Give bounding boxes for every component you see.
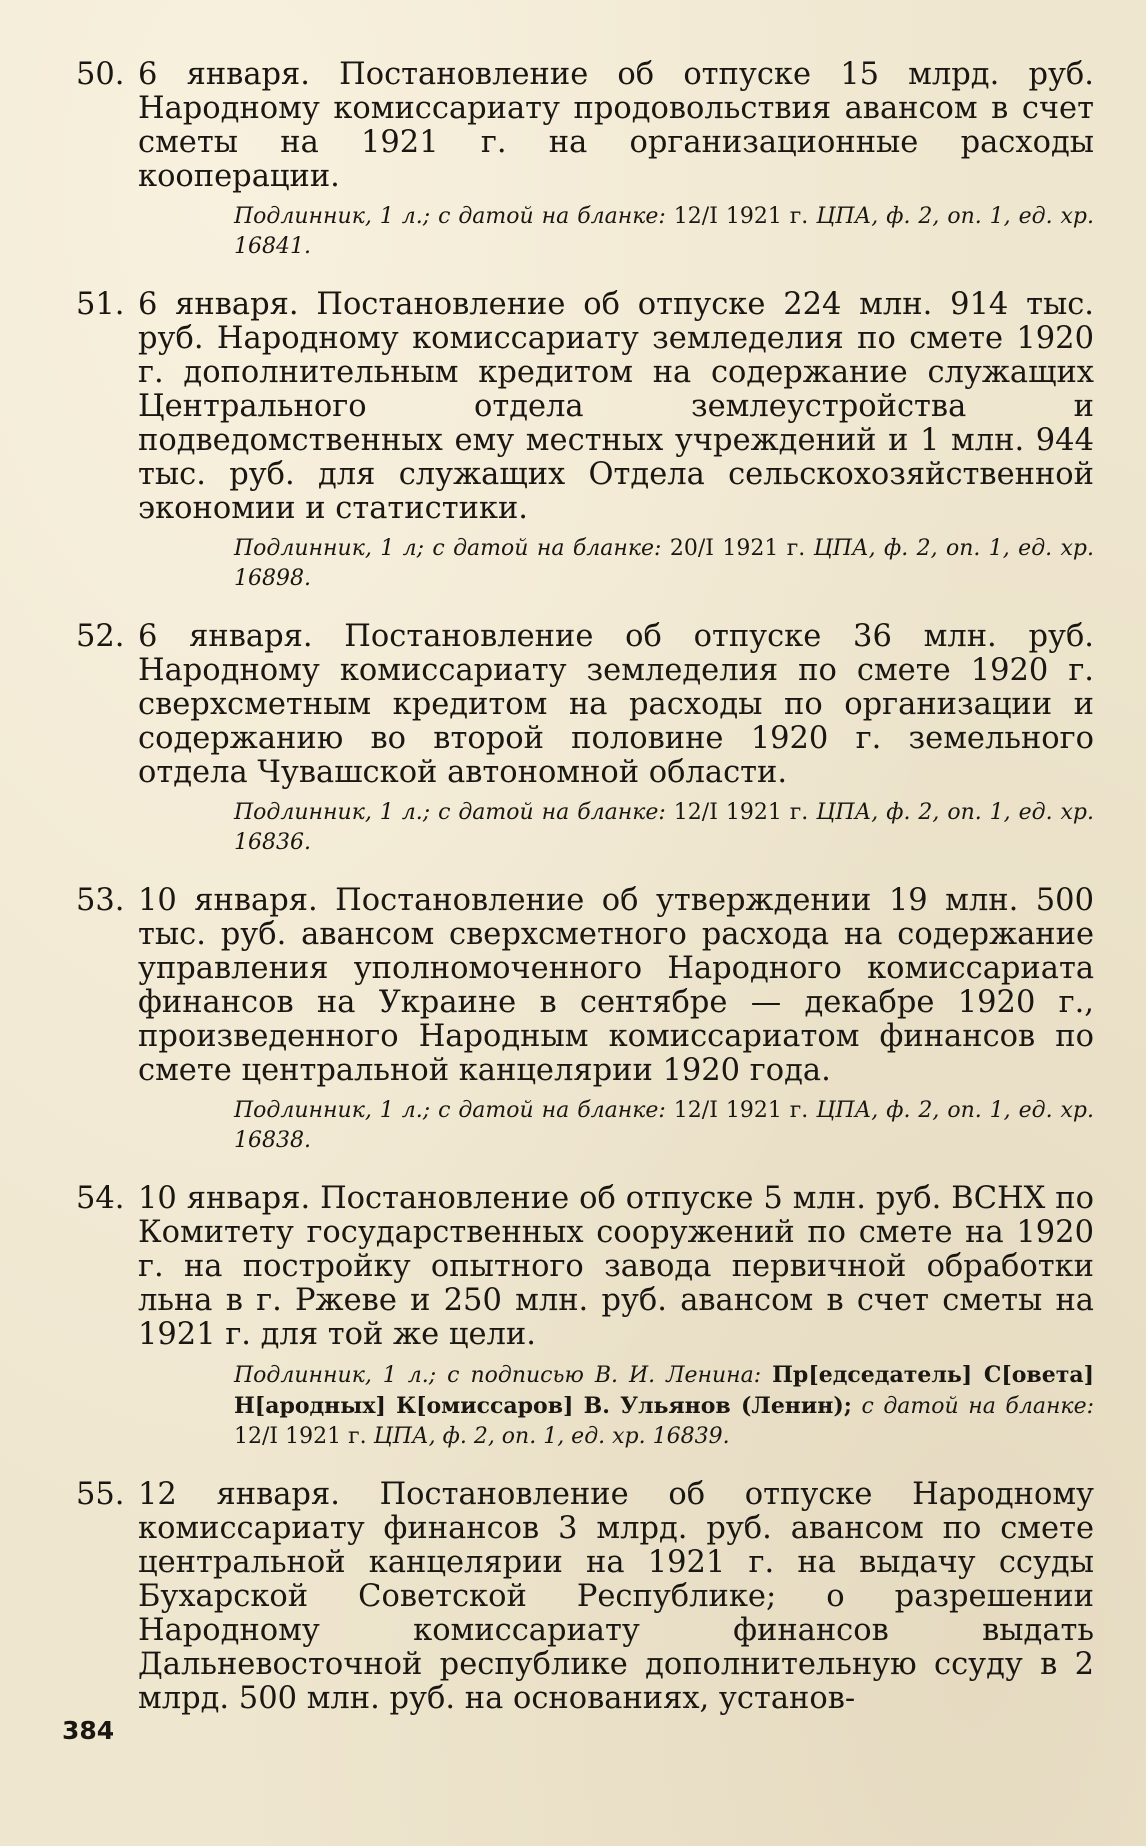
- source-prefix: Подлинник, 1 л; с датой на бланке:: [234, 536, 662, 561]
- entry-number: 54.: [76, 1181, 125, 1216]
- entry-number: 52.: [76, 619, 125, 654]
- source-date: 12/I 1921 г.: [673, 1098, 809, 1123]
- source-date: 12/I 1921 г.: [673, 204, 809, 229]
- source-note: [234, 534, 1094, 594]
- source-prefix: Подлинник, 1 л.; с датой на бланке:: [234, 1098, 666, 1123]
- entry-number: 53.: [76, 883, 125, 918]
- source-note: [234, 1360, 1094, 1452]
- source-signature: Пр[едседатель] С[овета] Н[ародных] К[омиссаров] В. Ульянов (Ленин);: [234, 1362, 1094, 1419]
- entry-number: 55.: [76, 1477, 125, 1512]
- source-prefix: Подлинник, 1 л.; с датой на бланке:: [234, 204, 666, 229]
- entry-55: [76, 1478, 1094, 1716]
- source-note: [234, 798, 1094, 858]
- source-prefix: Подлинник, 1 л.; с подписью В. И. Ленина:: [234, 1363, 762, 1388]
- entry-text: 12 января. Постановление об отпуске Народному комиссариату финансов 3 млрд. руб. авансом по смете центральной канцелярии на 1921 г. на выдачу ссуды Бухарской Советской Республике; о разрешении Народному комиссариату финансов выдать Дальневосточной республике дополнительную ссуду в 2 млрд. 500 млн. руб. на основаниях, установ-: [138, 1477, 1094, 1716]
- entry-text: 6 января. Постановление об отпуске 36 млн. руб. Народному комиссариату земледелия по смете 1920 г. сверхсметным кредитом на расходы по организации и содержанию во второй половине 1920 г. земельного отдела Чувашской автономной области.: [138, 619, 1094, 790]
- source-archive: ЦПА, ф. 2, оп. 1, ед. хр. 16841.: [234, 204, 1095, 259]
- source-mid: с датой на бланке:: [861, 1394, 1094, 1419]
- document-page: [76, 58, 1094, 1716]
- source-date: 20/I 1921 г.: [669, 536, 806, 561]
- source-note: [234, 1096, 1094, 1156]
- entry-number: 50.: [76, 57, 125, 92]
- source-archive: ЦПА, ф. 2, оп. 1, ед. хр. 16836.: [234, 800, 1095, 855]
- entry-text: 10 января. Постановление об утверждении 19 млн. 500 тыс. руб. авансом сверхсметного расхода на содержание управления уполномоченного Народного комиссариата финансов на Украине в сентябре — декабре 1920 г., произведенного Народным комиссариатом финансов по смете центральной канцелярии 1920 года.: [138, 883, 1094, 1088]
- source-prefix: Подлинник, 1 л.; с датой на бланке:: [234, 800, 666, 825]
- entry-52: [76, 620, 1094, 858]
- source-archive: ЦПА, ф. 2, оп. 1, ед. хр. 16838.: [234, 1098, 1095, 1153]
- entry-text: 6 января. Постановление об отпуске 224 млн. 914 тыс. руб. Народному комиссариату земледелия по смете 1920 г. дополнительным кредитом на содержание служащих Центрального отдела землеустройства и подведомственных ему местных учреждений и 1 млн. 944 тыс. руб. для служащих Отдела сельскохозяйственной экономии и статистики.: [138, 287, 1094, 526]
- entry-50: [76, 58, 1094, 262]
- source-archive: ЦПА, ф. 2, оп. 1, ед. хр. 16898.: [234, 536, 1095, 591]
- source-note: [234, 202, 1094, 262]
- source-date: 12/I 1921 г.: [673, 800, 809, 825]
- source-archive: ЦПА, ф. 2, оп. 1, ед. хр. 16839.: [373, 1424, 730, 1449]
- page-number: 384: [62, 1716, 115, 1745]
- source-date: 12/I 1921 г.: [234, 1424, 367, 1449]
- entry-53: [76, 884, 1094, 1156]
- entry-text: 10 января. Постановление об отпуске 5 млн. руб. ВСНХ по Комитету государственных сооружений по смете на 1920 г. на постройку опытного завода первичной обработки льна в г. Ржеве и 250 млн. руб. авансом в счет сметы на 1921 г. для той же цели.: [138, 1181, 1094, 1352]
- entry-number: 51.: [76, 287, 125, 322]
- entry-51: [76, 288, 1094, 594]
- entry-text: 6 января. Постановление об отпуске 15 млрд. руб. Народному комиссариату продовольствия авансом в счет сметы на 1921 г. на организационные расходы кооперации.: [138, 57, 1094, 194]
- entry-54: [76, 1182, 1094, 1452]
